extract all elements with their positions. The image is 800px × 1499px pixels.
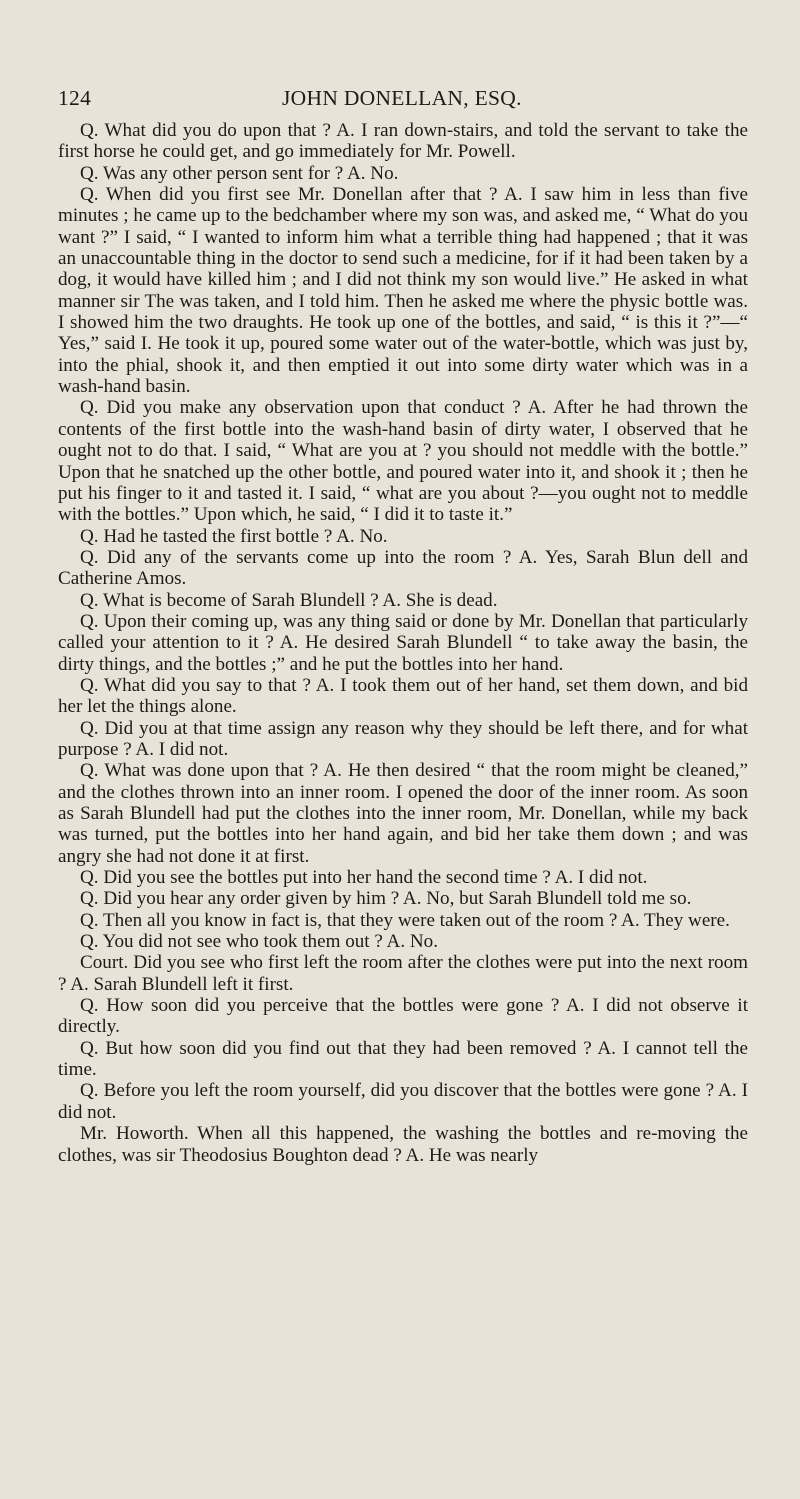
paragraph: Q. But how soon did you find out that they had been removed ? A. I cannot tell the time. (58, 1037, 748, 1081)
paragraph: Q. What did you do upon that ? A. I ran down-stairs, and told the servant to take the first horse he could get, and go immediately for Mr. Powell. (58, 120, 748, 163)
paragraph: Q. Then all you know in fact is, that they were taken out of the room ? A. They were. (80, 909, 730, 931)
running-title: JOHN DONELLAN, ESQ. (282, 86, 522, 110)
paragraph: Q. What was done upon that ? A. He then desired “ that the room might be cleaned,” and the clothes thrown into an inner room. I opened the door of the inner room. As soon as Sarah Blundell had put the clothes into the inner room, Mr. Donellan, while my back was turned, put the bottles into her hand again, and bid her take them down ; and was angry she had not done it at first. (58, 760, 748, 867)
paragraph: Q. Did you make any observation upon that conduct ? A. After he had thrown the contents of the first bottle into the wash-hand basin of dirty water, I observed that he ought not to do that. I said, “ What are you at ? you should not meddle with the bottle.” Upon that he snatched up the other bottle, and poured water into it, and shook it ; then he put his finger to it and tasted it. I said, “ what are you about ?—you ought not to meddle with the bottles.” Upon which, he said, “ I did it to taste it.” (58, 397, 748, 526)
paragraph: Q. Did you at that time assign any reason why they should be left there, and for what purpose ? A. I did not. (58, 717, 748, 760)
paragraph: Q. When did you first see Mr. Donellan after that ? A. I saw him in less than five minutes ; he came up to the bedchamber where my son was, and asked me, “ What do you want ?” I said, “ I wanted to inform him what a terrible thing had happened ; that it was an unaccountable thing in the doctor to send such a medicine, for if it had been taken by a dog, it would have killed him ; and I did not think my son would live.” He asked in what manner sir The was taken, and I told him. Then he asked me where the physic bottle was. I showed him the two draughts. He took up one of the bottles, and said, “ is this it ?”—“ Yes,” said I. He took it up, poured some water out of the water-bottle, which was just by, into the phial, shook it, and then emptied it out into some dirty water which was in a wash-hand basin. (58, 184, 748, 398)
paragraph: Q. Had he tasted the first bottle ? A. No. (80, 525, 388, 547)
paragraph: Court. Did you see who first left the room after the clothes were put into the next room ? A. Sarah Blundell left it first. (58, 952, 748, 995)
paragraph: Q. Did any of the servants come up into the room ? A. Yes, Sarah Blun dell and Catherine Amos. (58, 546, 748, 590)
paragraph: Q. Before you left the room yourself, did you discover that the bottles were gone ? A. I did not. (58, 1080, 748, 1123)
paragraph: Mr. Howorth. When all this happened, the washing the bottles and re-moving the clothes, was sir Theodosius Boughton dead ? A. He was nearly (58, 1123, 748, 1166)
paragraph: Q. Upon their coming up, was any thing said or done by Mr. Donellan that particularly called your attention to it ? A. He desired Sarah Blundell “ to take away the basin, the dirty things, and the bottles ;” and he put the bottles into her hand. (58, 610, 748, 675)
body-text (58, 120, 748, 1166)
paragraph: Q. You did not see who took them out ? A. No. (80, 931, 439, 953)
page-number: 124 (58, 86, 92, 110)
paragraph: Q. What is become of Sarah Blundell ? A. She is dead. (80, 589, 498, 611)
paragraph: Q. Did you hear any order given by him ? A. No, but Sarah Blundell told me so. (80, 888, 692, 910)
paragraph: Q. How soon did you perceive that the bottles were gone ? A. I did not observe it directly. (58, 995, 748, 1038)
paragraph: Q. Did you see the bottles put into her hand the second time ? A. I did not. (80, 867, 648, 889)
running-head (58, 86, 748, 116)
paragraph: Q. What did you say to that ? A. I took them out of her hand, set them down, and bid her let the things alone. (58, 674, 748, 718)
paragraph: Q. Was any other person sent for ? A. No. (80, 162, 399, 184)
